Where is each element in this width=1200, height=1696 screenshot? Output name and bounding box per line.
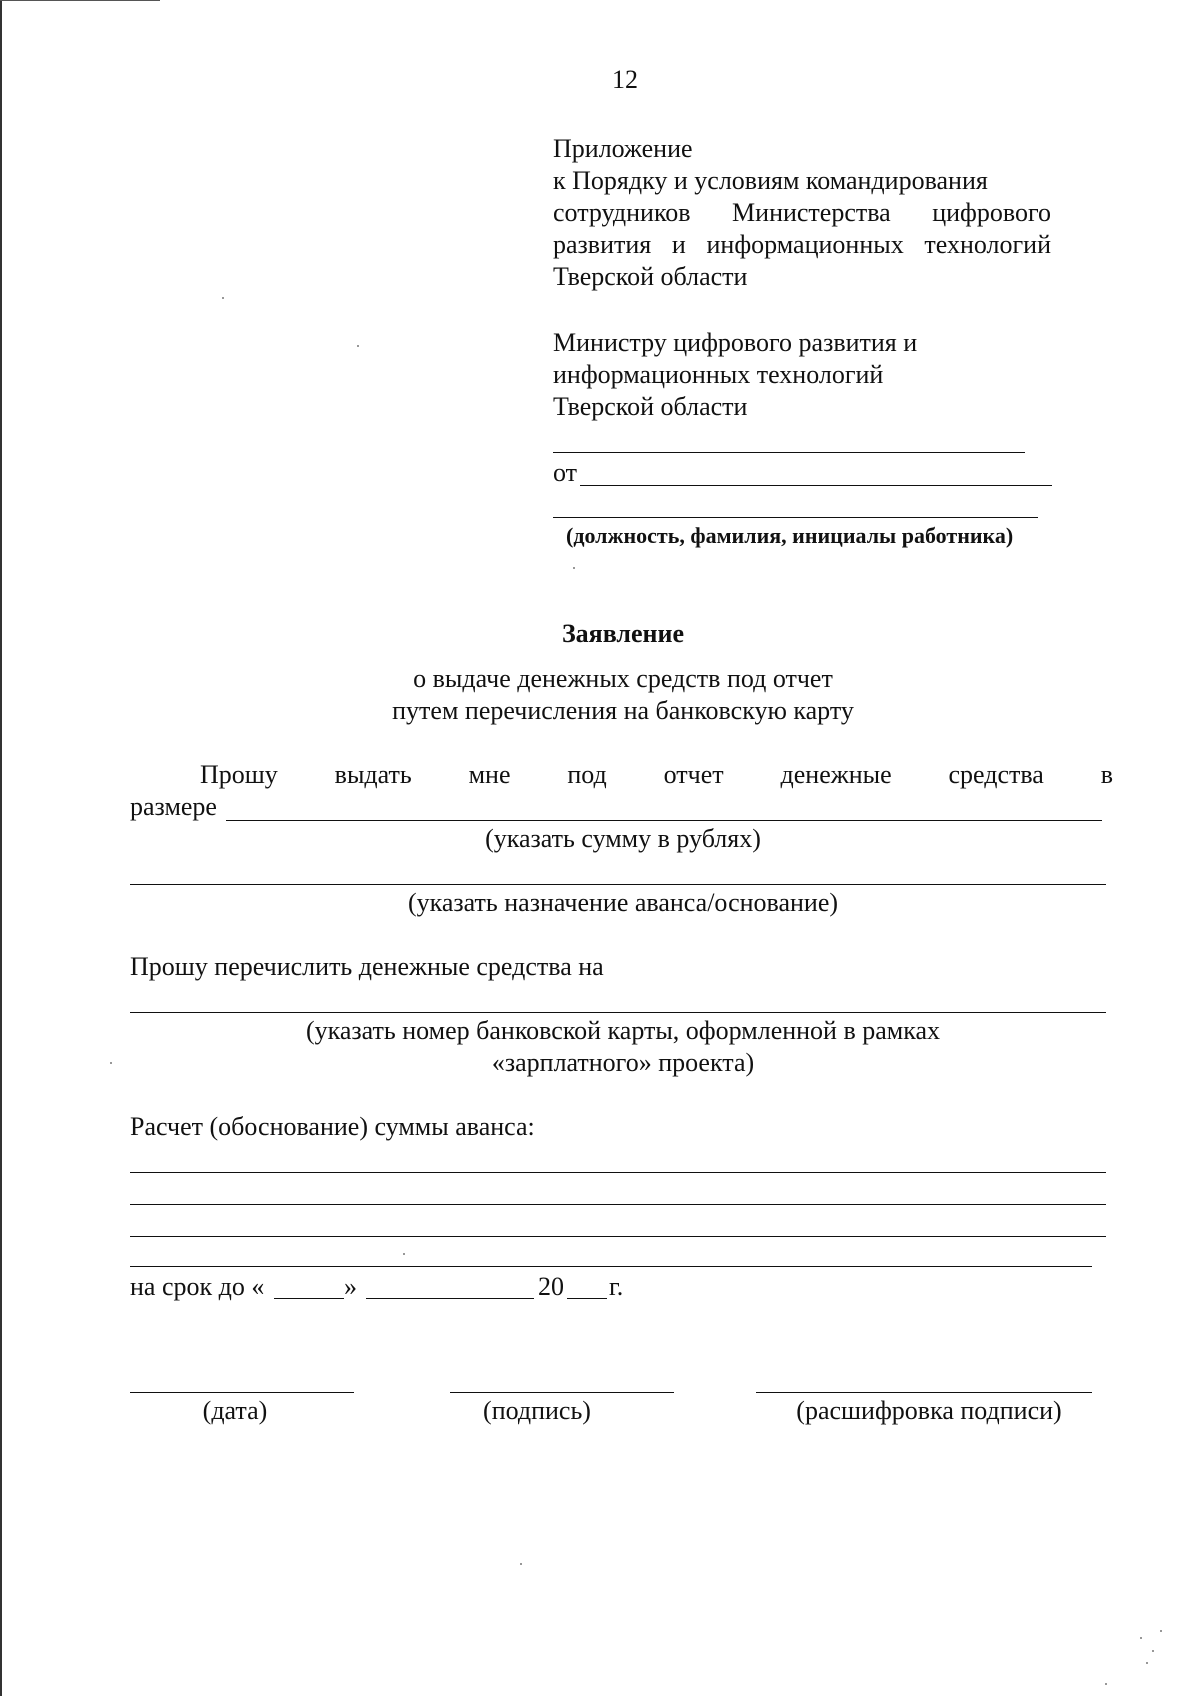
scan-speck — [1146, 1662, 1148, 1664]
purpose-blank-line[interactable] — [130, 884, 1106, 885]
transfer-text: Прошу перечислить денежные средства на — [130, 952, 604, 981]
scan-speck — [403, 1253, 405, 1255]
request-line: Прошу выдать мне под отчет денежные средства в — [200, 760, 1113, 789]
appendix-line: развития и информационных технологий — [553, 230, 1051, 259]
employee-caption: (должность, фамилия, инициалы работника) — [566, 523, 1014, 548]
employee-blank-line[interactable] — [553, 517, 1038, 518]
term-year: 20 — [538, 1272, 564, 1301]
calc-label: Расчет (обоснование) суммы аванса: — [130, 1112, 535, 1141]
calc-blank-line[interactable] — [130, 1236, 1106, 1237]
statement-subtitle: путем перечисления на банковскую карту — [392, 696, 854, 725]
scan-speck — [1152, 1650, 1154, 1652]
statement-subtitle: о выдаче денежных средств под отчет — [413, 664, 833, 693]
addressee-line: Тверской области — [553, 392, 748, 421]
card-caption: (указать номер банковской карты, оформленной в рамках — [305, 1016, 941, 1045]
scan-speck — [573, 567, 575, 569]
from-label: от — [553, 458, 578, 487]
scan-speck — [222, 297, 224, 299]
signature-caption: (подпись) — [483, 1396, 591, 1425]
date-caption: (дата) — [202, 1396, 268, 1425]
scan-speck — [1105, 1683, 1107, 1685]
scan-speck — [357, 345, 359, 347]
appendix-line: Тверской области — [553, 262, 748, 291]
term-year-blank[interactable] — [567, 1298, 607, 1299]
amount-caption: (указать сумму в рублях) — [485, 824, 761, 853]
appendix-line: к Порядку и условиям командирования — [553, 166, 988, 195]
term-prefix: на срок до « — [130, 1272, 265, 1301]
amount-blank-line[interactable] — [226, 820, 1102, 821]
term-day-blank[interactable] — [274, 1298, 344, 1299]
calc-blank-line[interactable] — [130, 1204, 1106, 1205]
scan-speck — [1140, 1637, 1142, 1639]
card-caption: «зарплатного» проекта) — [491, 1048, 755, 1077]
decoding-caption: (расшифровка подписи) — [796, 1396, 1062, 1425]
scan-speck — [520, 1563, 522, 1565]
from-blank-line[interactable] — [580, 485, 1052, 486]
addressee-line: информационных технологий — [553, 360, 884, 389]
term-quote-close: » — [344, 1272, 357, 1301]
scan-speck — [1160, 1630, 1162, 1632]
term-month-blank[interactable] — [366, 1298, 534, 1299]
appendix-line: сотрудников Министерства цифрового — [553, 198, 1051, 227]
statement-title: Заявление — [561, 619, 685, 648]
purpose-caption: (указать назначение аванса/основание) — [407, 888, 839, 917]
term-suffix: г. — [609, 1272, 624, 1301]
decoding-blank-line[interactable] — [756, 1392, 1092, 1393]
addressee-blank-line[interactable] — [553, 452, 1025, 453]
calc-blank-line[interactable] — [130, 1266, 1092, 1267]
scan-speck — [110, 1062, 112, 1064]
calc-blank-line[interactable] — [130, 1172, 1106, 1173]
appendix-title: Приложение — [553, 134, 693, 163]
signature-blank-line[interactable] — [450, 1392, 674, 1393]
addressee-line: Министру цифрового развития и — [553, 328, 918, 357]
page-number: 12 — [612, 65, 638, 94]
card-blank-line[interactable] — [130, 1012, 1106, 1013]
amount-label: размере — [130, 792, 217, 821]
scan-top-edge — [0, 0, 160, 1]
date-blank-line[interactable] — [130, 1392, 354, 1393]
